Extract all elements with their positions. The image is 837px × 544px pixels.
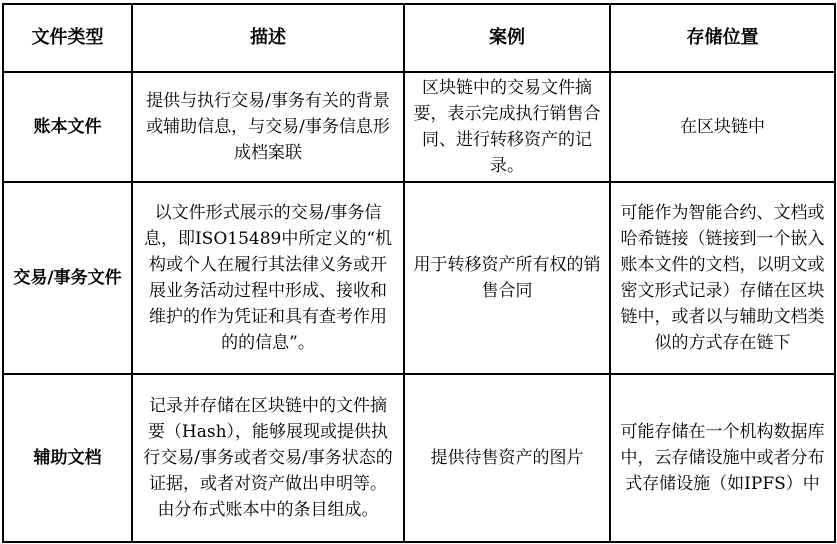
row-file-type: 账本文件 (3, 72, 132, 182)
header-storage-location: 存储位置 (610, 4, 835, 72)
row-description: 提供与执行交易/事务有关的背景或辅助信息，与交易/事务信息形成档案联 (132, 72, 404, 182)
row-storage: 在区块链中 (610, 72, 835, 182)
row-description: 记录并存储在区块链中的文件摘要（Hash），能够展现或提供执行交易/事务或者交易/事务状态的证据，或者对资产做出申明等。由分布式账本中的条目组成。 (132, 374, 404, 542)
row-example: 区块链中的交易文件摘要，表示完成执行销售合同、进行转移资产的记录。 (404, 72, 610, 182)
table-row (3, 374, 835, 542)
row-storage: 可能作为智能合约、文档或哈希链接（链接到一个嵌入账本文件的文档，以明文或密文形式记录）存储在区块链中，或者以与辅助文档类似的方式存在链下 (610, 182, 835, 374)
file-types-table (2, 3, 836, 543)
row-description: 以文件形式展示的交易/事务信息，即ISO15489中所定义的“机构或个人在履行其法律义务或开展业务活动过程中形成、接收和维护的作为凭证和具有查考作用的的信息”。 (132, 182, 404, 374)
header-example: 案例 (404, 4, 610, 72)
table-header-row (3, 4, 835, 72)
row-storage: 可能存储在一个机构数据库中，云存储设施中或者分布式存储设施（如IPFS）中 (610, 374, 835, 542)
table-row (3, 182, 835, 374)
header-file-type: 文件类型 (3, 4, 132, 72)
table-row (3, 72, 835, 182)
row-file-type: 交易/事务文件 (3, 182, 132, 374)
row-file-type: 辅助文档 (3, 374, 132, 542)
row-example: 提供待售资产的图片 (404, 374, 610, 542)
header-description: 描述 (132, 4, 404, 72)
row-example: 用于转移资产所有权的销售合同 (404, 182, 610, 374)
